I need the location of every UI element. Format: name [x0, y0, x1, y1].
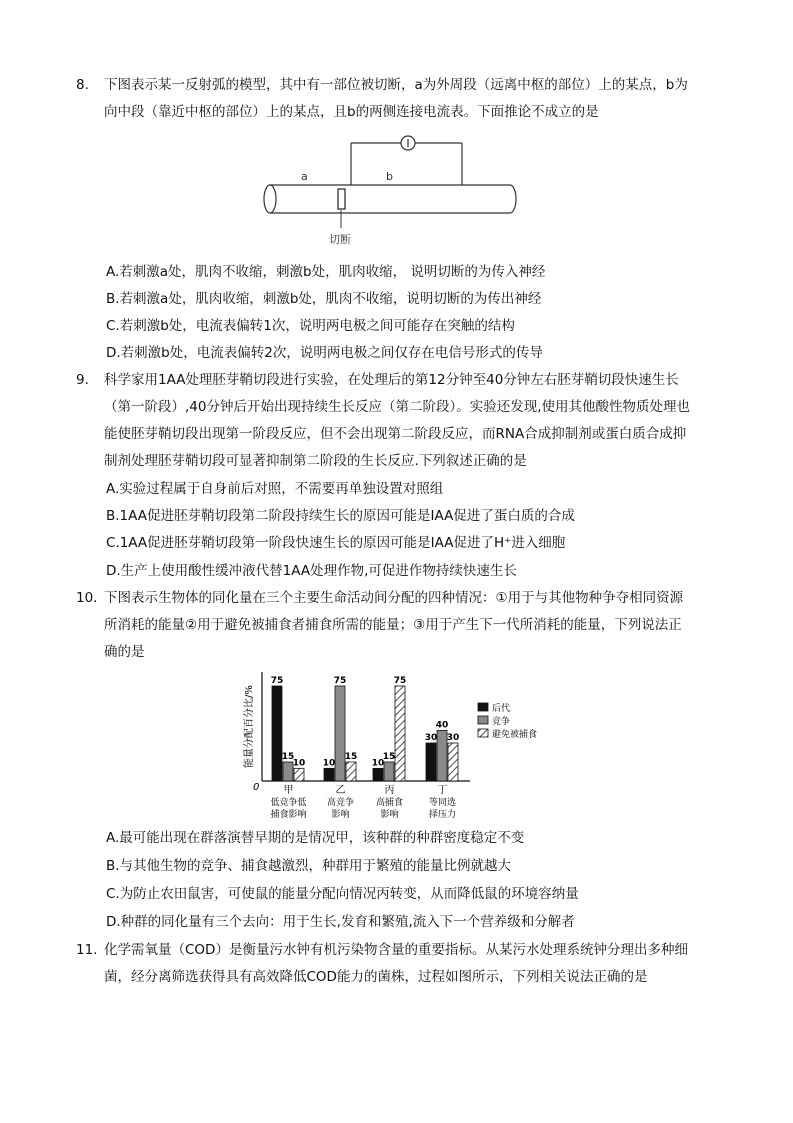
galvanometer-wires: [351, 143, 462, 185]
legend-swatch: [478, 716, 488, 724]
q9-option-c: C.1AA促进胚芽鞘切段第一阶段快速生长的原因可能是IAA促进了H⁺进入细胞: [106, 535, 566, 551]
q9-option-d: D.生产上使用酸性缓冲液代替1AA处理作物,可促进作物持续快速生长: [106, 563, 517, 579]
category-label: 乙: [335, 785, 346, 796]
galvanometer-icon: [401, 136, 415, 150]
q9-stem-line-3: 能使胚芽鞘切段出现第一阶段反应，但不会出现第二阶段反应，而RNA合成抑制剂或蛋白质合成抑: [104, 426, 687, 442]
bar-竞争-乙: [335, 686, 345, 781]
category-caption: 等同选: [428, 798, 457, 808]
q10-option-c: C.为防止农田鼠害，可使鼠的能量分配向情况丙转变，从而降低鼠的环境容纳量: [106, 886, 579, 902]
y-axis-label: 能量分配百分比/%: [244, 685, 255, 768]
bar-value-label: 10: [371, 758, 385, 769]
bar-后代-乙: [324, 768, 334, 781]
bar-value-label: 30: [446, 733, 460, 743]
chart-labels: [270, 676, 459, 820]
bar-避免被捕食-丁: [448, 743, 458, 781]
label-b: b: [386, 170, 393, 183]
q8-option-c: C.若刺激b处，电流表偏转1次，说明两电极之间可能存在突触的结构: [106, 318, 515, 334]
category-caption: 低竞争低: [270, 798, 307, 808]
bar-value-label: 10: [292, 758, 306, 769]
bar-避免被捕食-甲: [294, 768, 304, 781]
bar-value-label: 75: [333, 676, 347, 686]
cut-mark: [338, 189, 345, 209]
legend-label: 竞争: [492, 717, 511, 727]
bar-竞争-丁: [437, 730, 447, 781]
q10-stem-line-1: 下图表示生物体的同化量在三个主要生命活动间分配的四种情况：①用于与其他物种争夺相同资源: [104, 590, 684, 606]
q8-option-b: B.若刺激a处，肌肉收缩，刺激b处，肌肉不收缩，说明切断的为传出神经: [106, 291, 542, 307]
chart-axes: [242, 672, 470, 793]
q10-option-d: D.种群的同化量有三个去向：用于生长,发育和繁殖,流入下一个营养级和分解者: [106, 914, 575, 930]
category-label: 丁: [437, 785, 448, 796]
legend-swatch: [478, 703, 488, 711]
nerve-fiber: [264, 185, 516, 213]
chart-bars: [272, 686, 458, 781]
legend-label: 后代: [492, 704, 511, 714]
legend-swatch: [478, 729, 488, 737]
label-a: a: [301, 170, 308, 183]
category-caption: 择压力: [428, 810, 457, 820]
bar-后代-丁: [426, 743, 436, 781]
category-caption: 影响: [331, 810, 350, 820]
bar-避免被捕食-乙: [346, 762, 356, 781]
q8-number: 8.: [76, 77, 89, 93]
bar-竞争-丙: [384, 762, 394, 781]
q9-stem-line-4: 制剂处理胚芽鞘切段可显著抑制第二阶段的生长反应.下列叙述正确的是: [104, 453, 527, 469]
bar-value-label: 10: [322, 758, 336, 769]
q11-stem-line-1: 化学需氧量（COD）是衡量污水钟有机污染物含量的重要指标。从某污水处理系统钟分理出多种细: [104, 942, 688, 958]
bar-value-label: 40: [435, 720, 449, 731]
legend-label: 避免被捕食: [492, 730, 538, 740]
bar-value-label: 30: [424, 733, 438, 743]
chart-legend: [478, 702, 537, 740]
q8-option-a: A.若刺激a处，肌肉不收缩，刺激b处，肌肉收缩， 说明切断的为传入神经: [106, 264, 546, 280]
q9-number: 9.: [76, 372, 89, 388]
bar-后代-甲: [272, 686, 282, 781]
bar-value-label: 15: [281, 752, 295, 762]
category-caption: 高竞争: [326, 798, 355, 808]
q8-stem-line-1: 下图表示某一反射弧的模型，其中有一部位被切断，a为外周段（远离中枢的部位）上的某点，b为: [104, 77, 688, 93]
q9-option-a: A.实验过程属于自身前后对照，不需要再单独设置对照组: [106, 481, 444, 497]
bar-value-label: 75: [270, 676, 284, 686]
bar-竞争-甲: [283, 762, 293, 781]
q10-stem-line-3: 确的是: [104, 644, 145, 660]
q11-number: 11.: [76, 942, 98, 958]
bar-value-label: 75: [393, 676, 407, 686]
category-caption: 高捕食: [375, 798, 404, 808]
bar-避免被捕食-丙: [395, 686, 405, 781]
q10-option-a: A.最可能出现在群落演替早期的是情况甲，该种群的种群密度稳定不变: [106, 830, 525, 846]
origin-label: 0: [253, 782, 260, 793]
q8-stem-line-2: 向中段（靠近中枢的部位）上的某点，且b的两侧连接电流表。下面推论不成立的是: [104, 104, 599, 120]
q8-option-d: D.若刺激b处，电流表偏转2次，说明两电极之间仅存在电信号形式的传导: [106, 345, 543, 361]
label-cut: 切断: [329, 233, 351, 246]
bar-后代-丙: [373, 768, 383, 781]
q11-stem-line-2: 菌，经分离筛选获得具有高效降低COD能力的菌株，过程如图所示，下列相关说法正确的是: [104, 969, 648, 985]
bar-value-label: 15: [344, 752, 358, 762]
q10-option-b: B.与其他生物的竞争、捕食越激烈，种群用于繁殖的能量比例就越大: [106, 858, 512, 874]
q10-number: 10.: [76, 590, 98, 606]
q9-option-b: B.1AA促进胚芽鞘切段第二阶段持续生长的原因可能是IAA促进了蛋白质的合成: [106, 508, 575, 524]
category-caption: 捕食影响: [270, 810, 307, 820]
bar-value-label: 15: [382, 752, 396, 762]
category-label: 丙: [384, 785, 395, 796]
q10-stem-line-2: 所消耗的能量②用于避免被捕食者捕食所需的能量；③用于产生下一代所消耗的能量，下列说法正: [104, 617, 682, 633]
q9-stem-line-2: （第一阶段）,40分钟后开始出现持续生长反应（第二阶段）。实验还发现,使用其他酸性物质处理也: [104, 399, 691, 415]
category-caption: 影响: [380, 810, 399, 820]
category-label: 甲: [283, 785, 294, 796]
q9-stem-line-1: 科学家用1AA处理胚芽鞘切段进行实验，在处理后的第12分钟至40分钟左右胚芽鞘切段快速生长: [104, 372, 679, 388]
